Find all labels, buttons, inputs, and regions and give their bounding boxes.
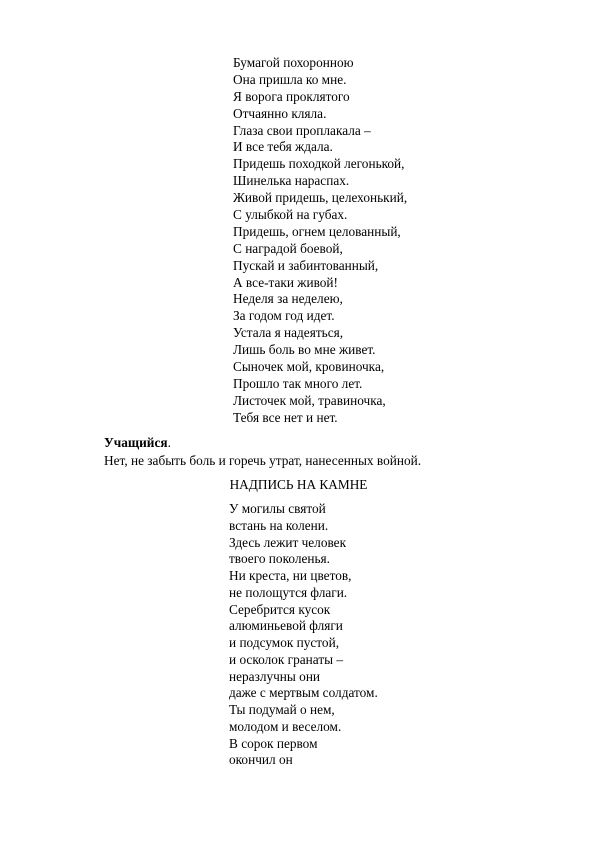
poem-line: Я ворога проклятого [233,88,350,104]
poem-line: Шинелька нараспах. [233,173,350,189]
poem-second [229,501,378,769]
poem-line: Сыночек мой, кровиночка, [233,359,385,375]
poem-line: В сорок первом [229,735,318,751]
poem-line: Лишь боль во мне живет. [233,342,376,358]
poem-line: не полощутся флаги. [229,584,348,600]
speaker-label [104,434,171,451]
poem-line: молодом и веселом. [229,718,342,734]
poem-line: Глаза свои проплакала – [233,122,371,138]
poem-line: Пускай и забинтованный, [233,257,379,273]
poem-line: Серебрится кусок [229,601,331,617]
poem-line: Придешь походкой легонькой, [233,156,405,172]
poem-line: У могилы святой [229,501,326,516]
poem-line: А все-таки живой! [233,274,338,290]
poem-line: Здесь лежит человек [229,534,347,550]
poem-line: Прошло так много лет. [233,375,363,391]
poem-line: Она пришла ко мне. [233,71,347,87]
speaker-name: Учащийся [104,435,168,450]
poem-line: Придешь, огнем целованный, [233,223,401,239]
poem-line: Устала я надеяться, [233,325,344,341]
speaker-punct: . [167,435,171,450]
poem-line: Ты подумай о нем, [229,702,335,717]
poem-line: Живой придешь, целехонький, [233,190,408,206]
poem-line: встань на колени. [229,517,329,533]
poem-line: и подсумок пустой, [229,635,340,650]
poem-line: Ни креста, ни цветов, [229,568,352,583]
poem-line: Неделя за неделею, [233,291,343,307]
poem-line: неразлучны они [229,668,321,684]
poem-line: твоего поколенья. [229,551,330,567]
poem-heading [0,476,595,493]
speaker-speech: Нет, не забыть боль и горечь утрат, нанесенных войной. [104,453,422,468]
poem-line: Бумагой похоронною [233,55,354,70]
poem-line: С улыбкой на губах. [233,207,348,223]
poem-line: Отчаянно кляла. [233,105,327,121]
poem-line: и осколок гранаты – [229,651,344,667]
poem-line: алюминьевой фляги [229,618,343,634]
poem-line: И все тебя ждала. [233,139,333,155]
poem-line: Тебя все нет и нет. [233,409,338,425]
poem-heading-text: НАДПИСЬ НА КАМНЕ [229,477,368,492]
poem-first [233,55,407,427]
poem-line: За годом год идет. [233,308,335,324]
poem-line: даже с мертвым солдатом. [229,685,378,701]
poem-line: С наградой боевой, [233,240,343,256]
poem-line: Листочек мой, травиночка, [233,392,386,408]
poem-line: окончил он [229,752,293,768]
